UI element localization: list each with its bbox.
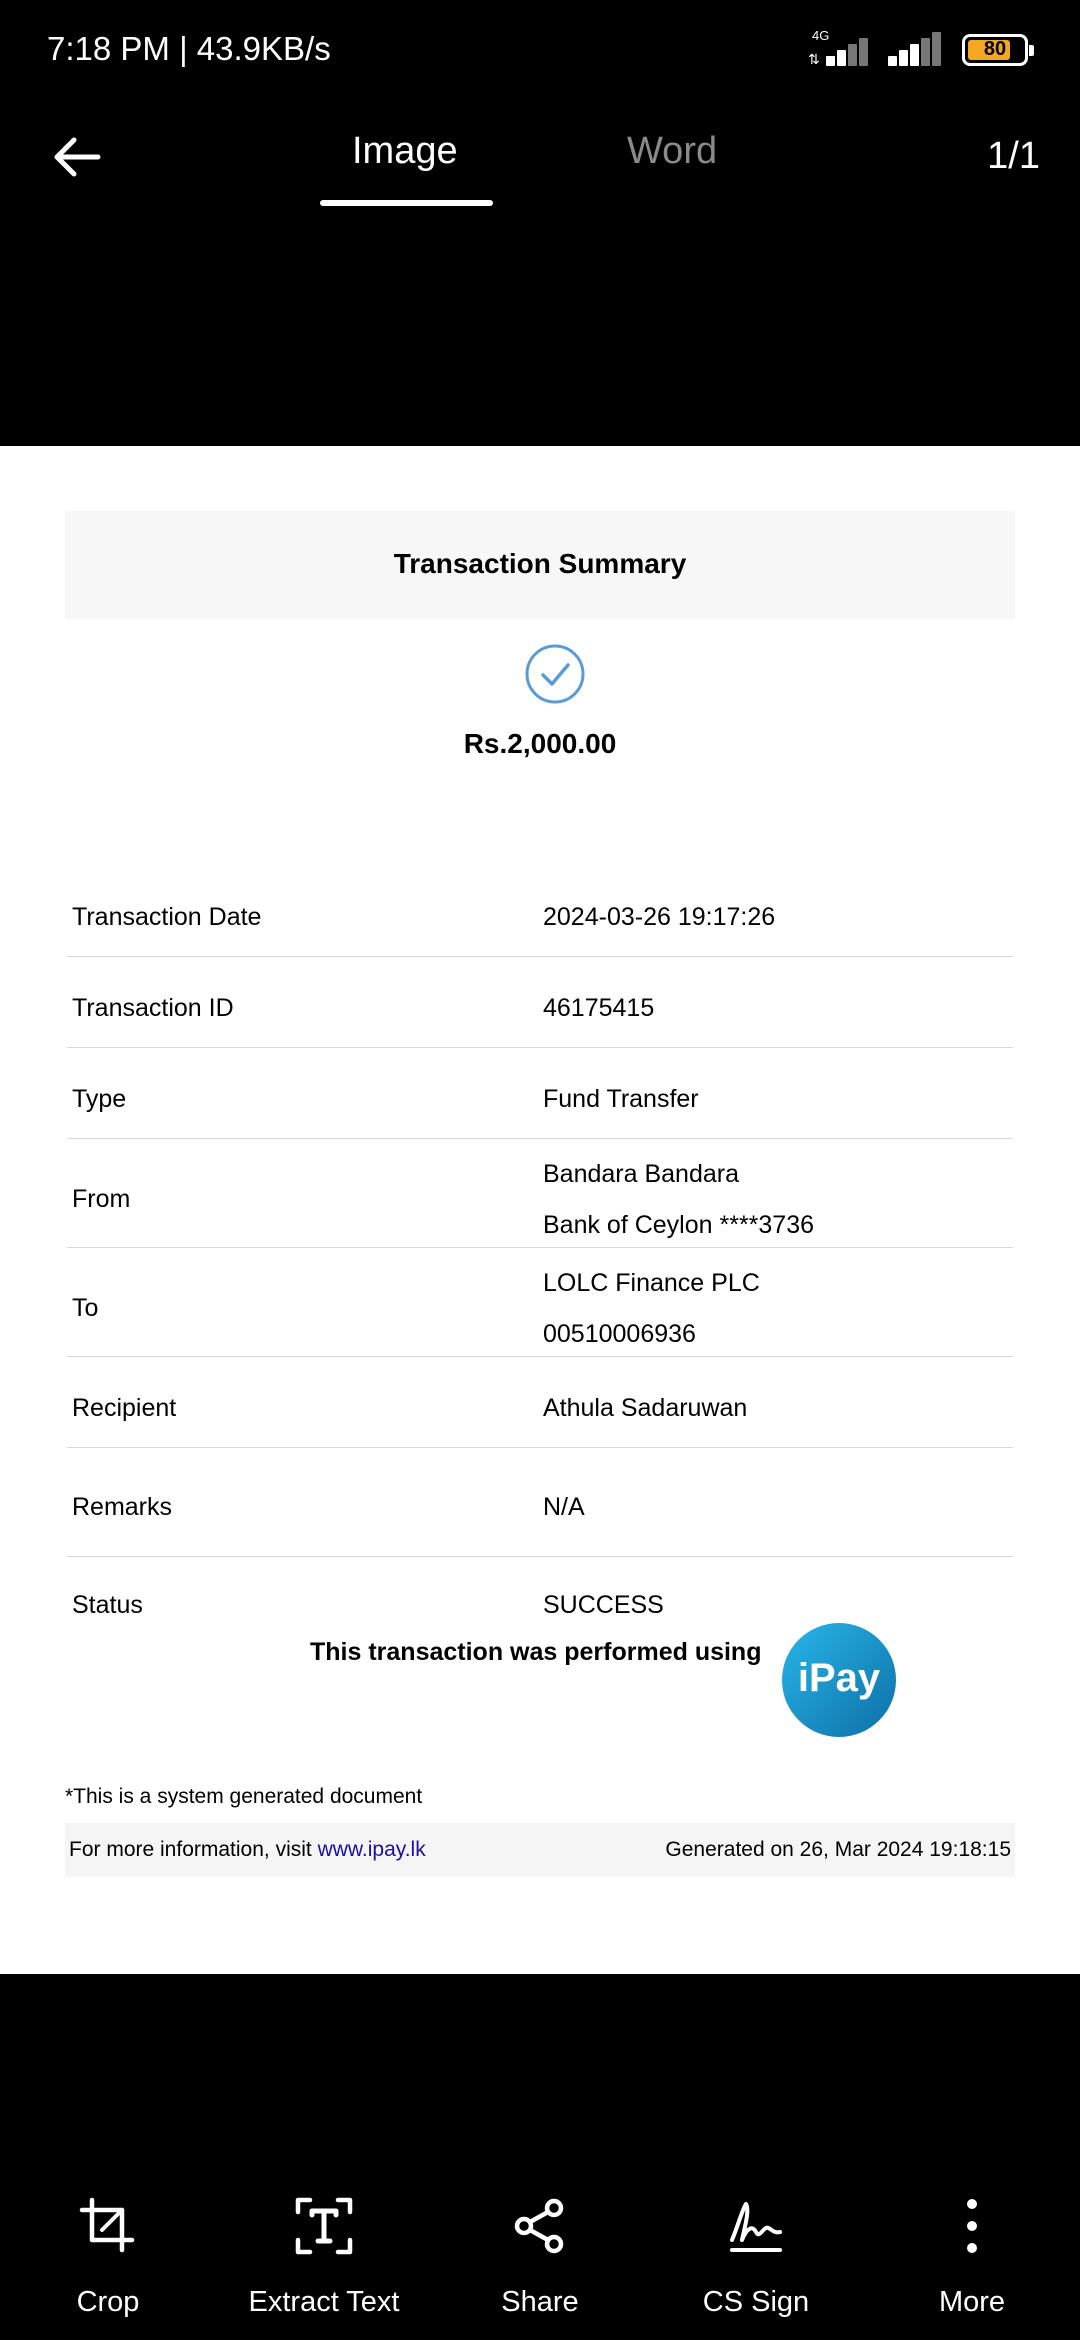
crop-button[interactable] [0,2180,216,2330]
document-footer [65,1823,1015,1877]
mobile-signal-icon [808,30,868,70]
row-transaction-date [67,867,1013,957]
row-recipient [67,1357,1013,1448]
row-value: Bandara Bandara [543,1160,739,1188]
network-type-label: 4G [812,28,830,43]
generated-on-text: Generated on 26, Mar 2024 19:18:15 [665,1838,1011,1861]
signal-strength-icon [882,30,942,70]
crop-label: Crop [76,2286,140,2318]
performed-using-text: This transaction was performed using [310,1638,762,1666]
row-transaction-id [67,957,1013,1048]
ipay-logo [780,1621,898,1739]
share-label: Share [501,2286,579,2318]
row-value: Fund Transfer [543,1085,699,1113]
bottom-toolbar [0,2180,1080,2340]
row-label: Type [72,1085,127,1113]
back-arrow-icon[interactable] [50,130,104,184]
row-label: Transaction Date [72,903,262,931]
footer-info-text: For more information, visit [69,1838,318,1861]
battery-level: 80 [983,38,1007,60]
data-activity-icon: ⇅ [808,51,820,67]
crop-icon [78,2196,138,2256]
extract-text-button[interactable] [216,2180,432,2330]
row-value: SUCCESS [543,1591,664,1619]
system-generated-note: *This is a system generated document [65,1785,423,1808]
more-label: More [938,2286,1006,2318]
row-value: 2024-03-26 19:17:26 [543,903,776,931]
share-button[interactable] [432,2180,648,2330]
cs-sign-button[interactable] [648,2180,864,2330]
transaction-amount: Rs.2,000.00 [463,728,617,759]
cs-sign-label: CS Sign [702,2286,810,2318]
success-check-icon [524,643,586,705]
tab-image[interactable]: Image [352,130,458,172]
row-to [67,1248,1013,1357]
footer-info [69,1838,426,1862]
document-header [65,511,1015,619]
row-label: Status [72,1591,143,1619]
svg-text:iPay: iPay [797,1656,881,1700]
document-preview [0,446,1080,1974]
row-value: Athula Sadaruwan [543,1394,748,1422]
status-time: 7:18 PM | 43.9KB/s [47,30,331,67]
ipay-website-link[interactable]: www.ipay.lk [317,1838,426,1861]
extract-text-label: Extract Text [248,2286,400,2318]
document-title: Transaction Summary [393,548,687,579]
row-remarks [67,1448,1013,1557]
row-value: 46175415 [543,994,655,1022]
extract-text-icon [294,2196,354,2256]
battery-icon [962,34,1028,66]
row-value: LOLC Finance PLC [543,1269,760,1297]
row-type [67,1048,1013,1139]
status-icons [808,28,1028,72]
row-from [67,1139,1013,1248]
share-icon [510,2196,570,2256]
tab-word[interactable]: Word [627,130,718,172]
row-label: Recipient [72,1394,177,1422]
row-value: N/A [543,1493,585,1521]
row-label: To [72,1294,99,1322]
row-value-secondary: 00510006936 [543,1320,696,1348]
row-value-secondary: Bank of Ceylon ****3736 [543,1211,815,1239]
row-label: Transaction ID [72,994,234,1022]
more-button[interactable] [864,2180,1080,2330]
page-counter: 1/1 [987,135,1040,177]
active-tab-indicator [320,200,493,206]
status-bar [0,0,1080,100]
row-label: From [72,1185,131,1213]
row-label: Remarks [72,1493,173,1521]
more-vertical-icon [942,2196,1002,2256]
signature-icon [726,2196,786,2256]
